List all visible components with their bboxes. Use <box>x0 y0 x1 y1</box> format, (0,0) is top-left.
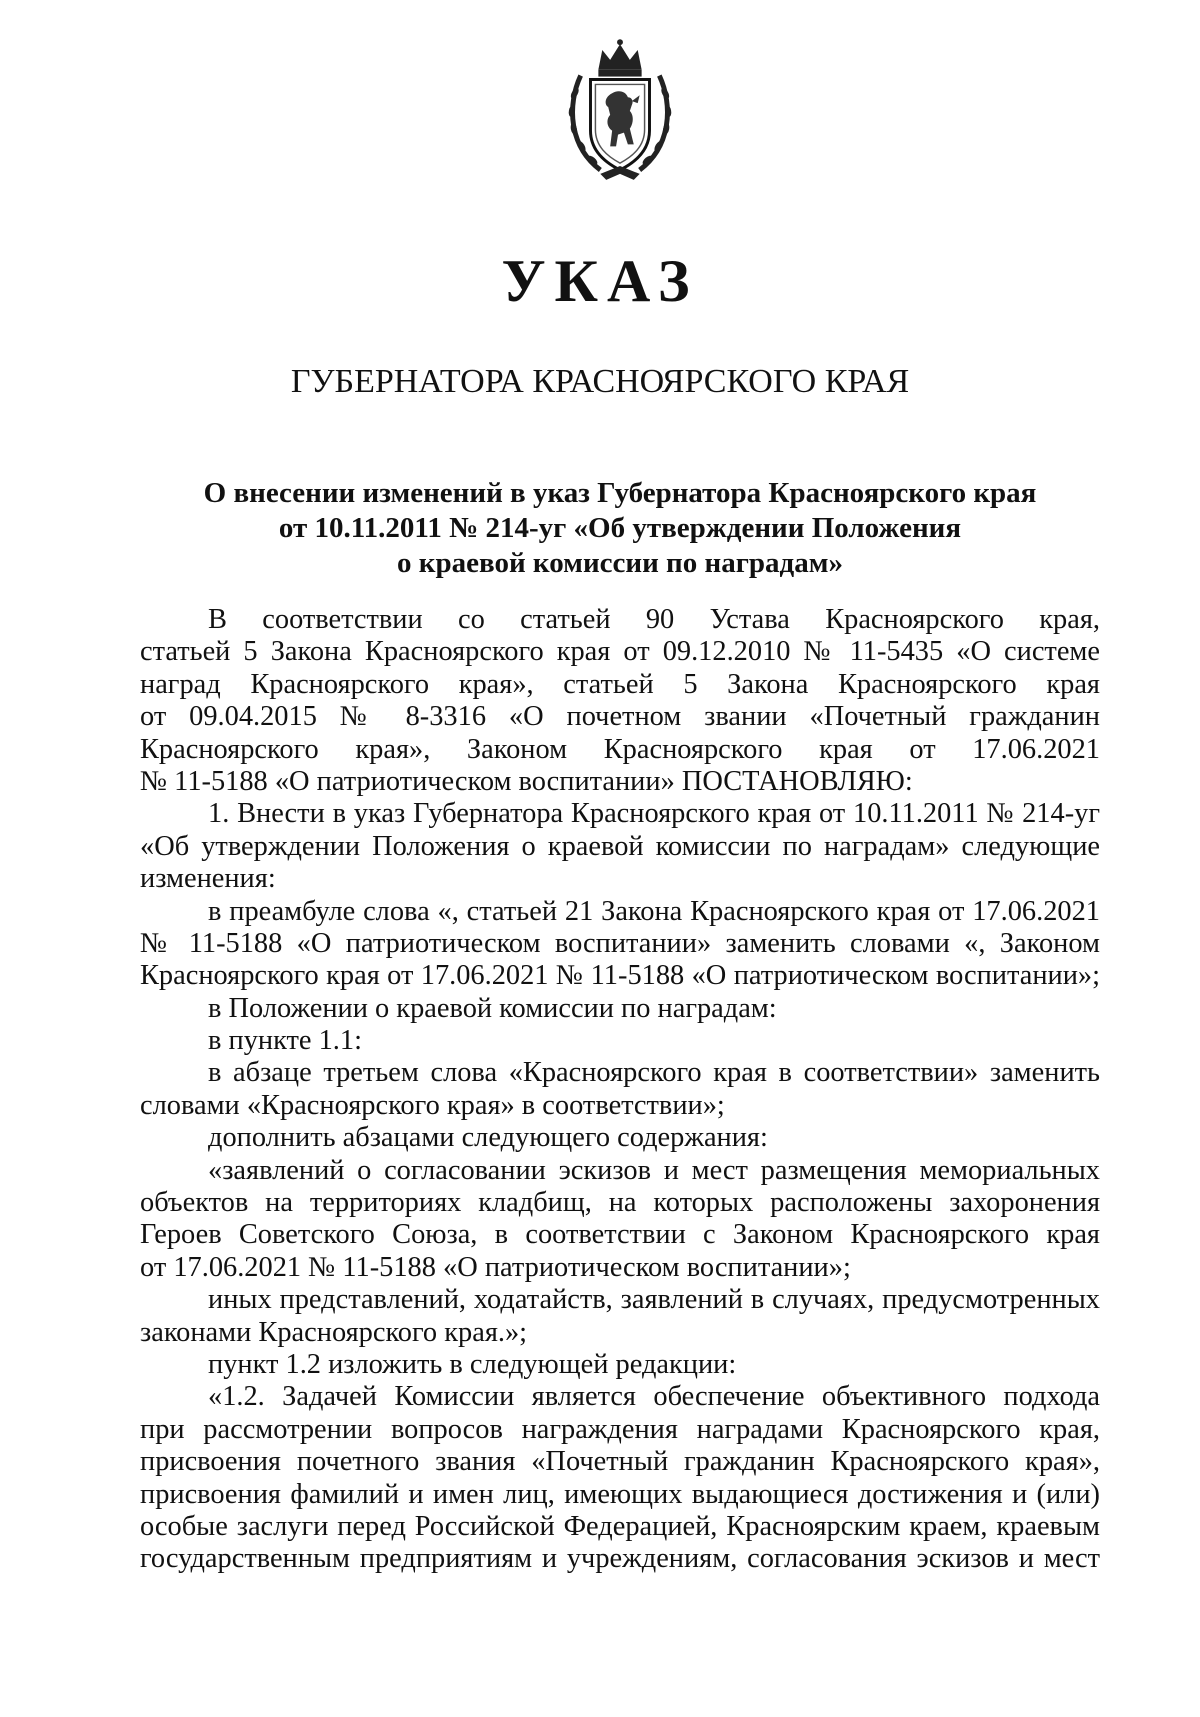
body-line: присвоения фамилий и имен лиц, имеющих выдающиеся достижения и (или) <box>140 1478 1100 1510</box>
body-line: от 09.04.2015 № 8-3316 «О почетном звании «Почетный гражданин <box>140 701 1100 733</box>
document-title: УКАЗ <box>501 248 699 314</box>
body-line: Героев Советского Союза, в соответствии с Законом Красноярского края <box>140 1219 1100 1251</box>
body-line: 1. Внести в указ Губернатора Красноярского края от 10.11.2011 № 214-уг <box>208 798 1100 830</box>
body-line: объектов на территориях кладбищ, на которых расположены захоронения <box>140 1187 1100 1219</box>
body-line: особые заслуги перед Российской Федерацией, Красноярским краем, краевым <box>140 1510 1100 1542</box>
body-line: в пункте 1.1: <box>208 1025 362 1057</box>
body-line: в преамбуле слова «, статьей 21 Закона Красноярского края от 17.06.2021 <box>208 895 1100 927</box>
body-line: в Положении о краевой комиссии по наградам: <box>208 992 777 1024</box>
body-line: иных представлений, ходатайств, заявлений в случаях, предусмотренных <box>208 1284 1100 1316</box>
heading-line: от 10.11.2011 № 214-уг «Об утверждении Положения <box>278 512 962 544</box>
body-line: словами «Красноярского края» в соответствии»; <box>140 1089 725 1121</box>
decree-heading <box>140 476 1100 581</box>
body-line: при рассмотрении вопросов награждения наградами Красноярского края, <box>140 1413 1100 1445</box>
body-line: Красноярского края», Законом Красноярского края от 17.06.2021 <box>140 733 1100 765</box>
body-line: «заявлений о согласовании эскизов и мест размещения мемориальных <box>208 1154 1100 1186</box>
body-line: изменения: <box>140 863 276 895</box>
body-line: статьей 5 Закона Красноярского края от 09.12.2010 № 11-5435 «О системе <box>140 636 1100 668</box>
body-line: дополнить абзацами следующего содержания: <box>208 1122 768 1154</box>
coat-of-arms-icon <box>561 36 679 184</box>
body-line: № 11-5188 «О патриотическом воспитании» заменить словами «, Законом <box>140 927 1100 959</box>
body-line: пункт 1.2 изложить в следующей редакции: <box>208 1348 737 1380</box>
body-line: от 17.06.2021 № 11-5188 «О патриотическом воспитании»; <box>140 1251 851 1283</box>
body-line: Красноярского края от 17.06.2021 № 11-5188 «О патриотическом воспитании»; <box>140 960 1100 992</box>
body-line: «Об утверждении Положения о краевой комиссии по наградам» следующие <box>140 830 1100 862</box>
decree-body <box>140 604 1100 1576</box>
heading-line: о краевой комиссии по наградам» <box>397 547 843 579</box>
body-line: «1.2. Задачей Комиссии является обеспечение объективного подхода <box>208 1381 1100 1413</box>
body-line: № 11-5188 «О патриотическом воспитании» ПОСТАНОВЛЯЮ: <box>140 765 913 797</box>
body-line: законами Красноярского края.»; <box>140 1316 528 1348</box>
body-line: В соответствии со статьей 90 Устава Красноярского края, <box>208 604 1100 635</box>
document-subtitle: ГУБЕРНАТОРА КРАСНОЯРСКОГО КРАЯ <box>290 363 910 400</box>
body-line: присвоения почетного звания «Почетный гражданин Красноярского края», <box>140 1446 1100 1478</box>
body-line: государственным предприятиям и учреждениям, согласования эскизов и мест <box>140 1543 1100 1575</box>
body-line: наград Красноярского края», статьей 5 Закона Красноярского края <box>140 668 1100 700</box>
heading-line: О внесении изменений в указ Губернатора Красноярского края <box>203 477 1037 509</box>
body-line: в абзаце третьем слова «Красноярского края в соответствии» заменить <box>208 1057 1100 1089</box>
